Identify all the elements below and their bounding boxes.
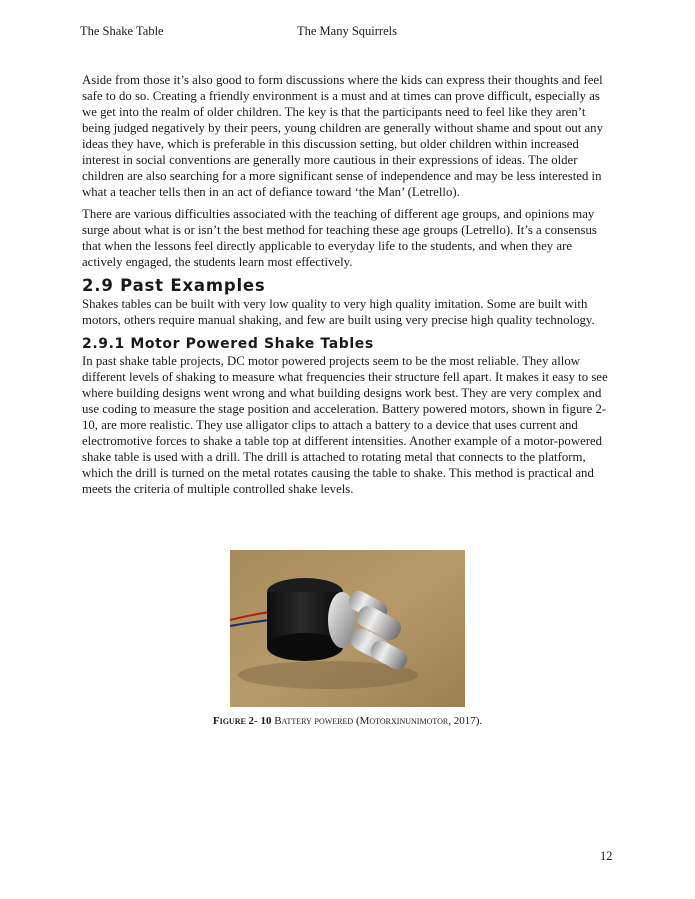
running-header-left: The Shake Table (80, 24, 164, 38)
subsection-paragraph: In past shake table projects, DC motor powered projects seem to be the most reliable. They allow different levels of shaking to measure what frequencies their structure fell apart. It makes it easy to see where building designs went wrong and what building designs work best. They are very complex and use coding to measure the stage position and acceleration. Battery powered motors, shown in figure 2-10, are more realistic. They use alligator clips to attach a battery to a device that uses current and electromotive forces to shake a table top at different intensities. Another example of a motor-powered shake table is used with a drill. The drill is attached to rotating metal that connects to the platform, which the drill is turned on the metal rotates causing the table to shake. This method is practical and meets the criteria of multiple controlled shake levels. (82, 354, 608, 496)
subsection-heading: 2.9.1 Motor Powered Shake Tables (82, 336, 374, 352)
figure-label: Figure 2- 10 (212, 715, 272, 727)
figure-battery-motor-photo (230, 550, 465, 707)
section-paragraph: Shakes tables can be built with very low quality to very high quality imitation. Some are built with motors, others require manual shaking, and few are built using very precise high quality technology. (82, 297, 595, 327)
body-paragraph-1: Aside from those it’s also good to form discussions where the kids can express their thoughts and feel safe to do so. Creating a friendly environment is a must and at times can prove difficult, especially as we get into the realm of older children. The key is that the participants need to feel like they aren’t being judged negatively by their peers, young children are generally without shame and spout out any ideas they have, which is preferable in this discussion setting, but older children within increased interest in social conventions are generally more cautious in their expressions of ideas. The older children are also searching for a more significant sense of independence and may be less interested in what a teacher tells then in an act of defiance toward ‘the Man’ (Letrello). (82, 73, 603, 199)
figure-caption-text: Battery powered (Motorxinunimotor, 2017). (274, 715, 483, 727)
body-paragraph-2: There are various difficulties associated with the teaching of different age groups, and opinions may surge about what is or isn’t the best method for teaching these age groups (Letrello). It’s a consensus that when the lessons feel directly applicable to everyday life to the students, and when they are actively engaged, the students learn most effectively. (82, 207, 597, 269)
page-body (82, 72, 614, 503)
motor-photo-illustration (230, 550, 465, 707)
page-number: 12 (600, 849, 613, 863)
figure-caption (0, 715, 695, 727)
running-header-right: The Many Squirrels (297, 24, 397, 38)
section-heading: 2.9 Past Examples (82, 276, 266, 295)
